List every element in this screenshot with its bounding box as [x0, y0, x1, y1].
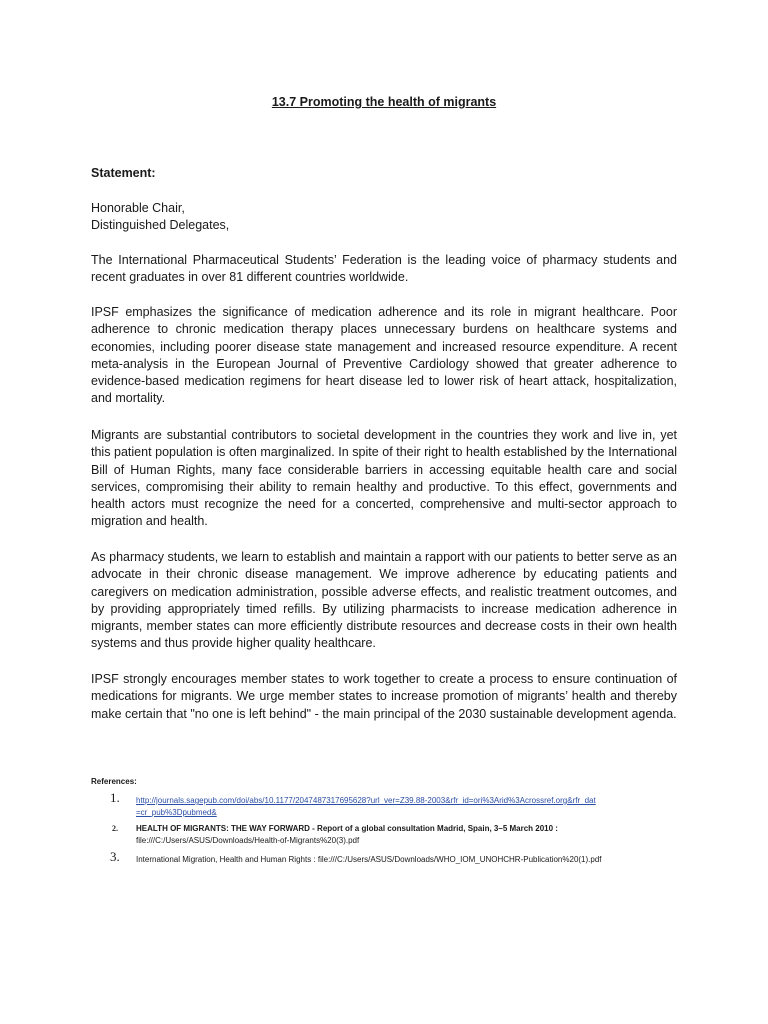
reference-number: 1. [110, 790, 120, 805]
page-title: 13.7 Promoting the health of migrants [271, 95, 497, 109]
paragraph: IPSF strongly encourages member states to work together to create a process to ensure continuation of medications for migrants. We urge member states to increase promotion of migrants’ health and thereby make certain that "no one is left behind" - the main principal of the 2030 sustainable development agenda. [91, 672, 677, 721]
paragraph: IPSF emphasizes the significance of medication adherence and its role in migrant healthcare. Poor adherence to chronic medication therapy places unnecessary burdens on healthcare systems and economies, including poorer disease state management and increased resource expenditure. A recent meta-analysis in the European Journal of Preventive Cardiology showed that greater adherence to evidence-based medication regimens for heart disease led to lower risk of heart attack, hospitalization, and mortality. [91, 305, 677, 406]
reference-link[interactable]: http://journals.sagepub.com/doi/abs/10.1177/2047487317695628?url_ver=Z39.88-2003&rfr_id=ori%3Arid%3Acrossref.org&rfr_dat=cr_pub%3Dpubmed& [136, 796, 596, 817]
statement-label: Statement: [91, 166, 156, 180]
reference-item [110, 823, 700, 850]
reference-text: International Migration, Health and Human Rights : file:///C:/Users/ASUS/Downloads/WHO_IOM_UNOHCHR-Publication%20(1).pdf [136, 855, 602, 864]
reference-number: 2. [112, 824, 118, 833]
reference-item [110, 850, 700, 874]
references-list [110, 791, 700, 874]
salutation-line: Honorable Chair, [91, 201, 185, 215]
paragraph: As pharmacy students, we learn to establish and maintain a rapport with our patients to better serve as an advocate in their chronic disease management. We improve adherence by educating patients and caregivers on medication administration, possible adverse effects, and realistic treatment outcomes, and by providing appropriately timed refills. By utilizing pharmacists to increase medication adherence in migrants, member states can more efficiently distribute resources and decrease costs in their own health systems and thus provide higher quality healthcare. [91, 550, 677, 651]
reference-title: HEALTH OF MIGRANTS: THE WAY FORWARD - Report of a global consultation Madrid, Spain, 3–5 March 2010 : [136, 824, 558, 833]
reference-item [110, 791, 700, 823]
paragraph: Migrants are substantial contributors to societal development in the countries they work and live in, yet this patient population is often marginalized. In spite of their right to health established by the International Bill of Human Rights, many face considerable barriers in accessing equitable health care and social services, compromising their ability to remain healthy and productive. To this effect, governments and health actors must recognize the need for a concerted, comprehensive and multi-sector approach to migration and health. [91, 428, 677, 529]
references-label: References: [91, 777, 137, 786]
salutation-line: Distinguished Delegates, [91, 218, 230, 233]
paragraph: The International Pharmaceutical Students’ Federation is the leading voice of pharmacy students and recent graduates in over 81 different countries worldwide. [91, 253, 677, 285]
salutation [91, 200, 229, 235]
reference-number: 3. [110, 849, 120, 864]
reference-path: file:///C:/Users/ASUS/Downloads/Health-of-Migrants%20(3).pdf [136, 836, 360, 845]
